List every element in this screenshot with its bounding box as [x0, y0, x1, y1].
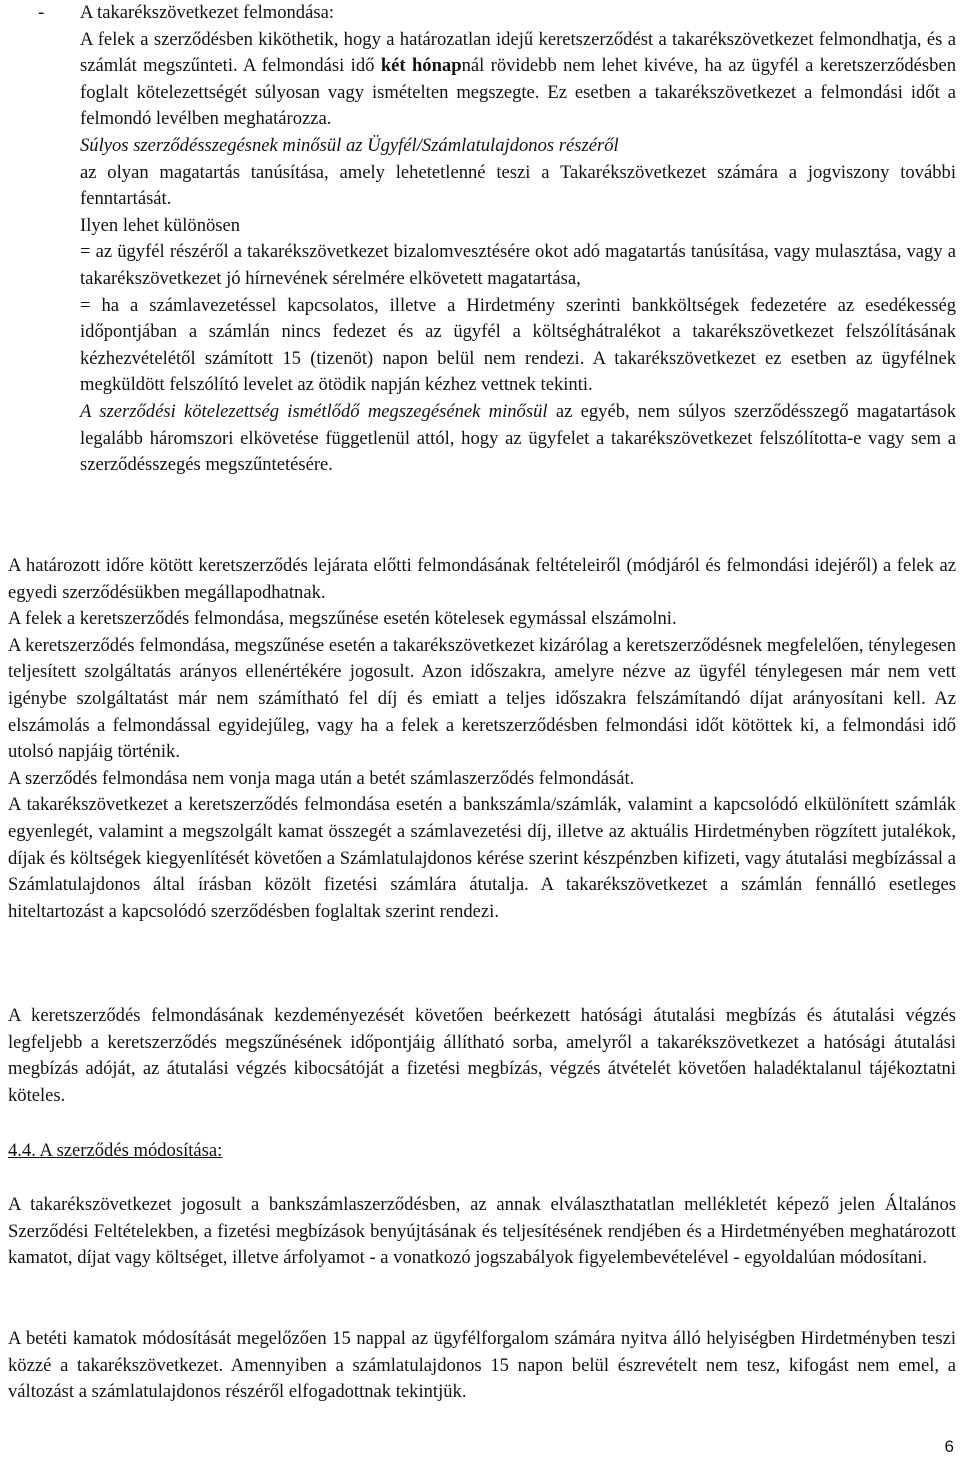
payout-paragraph: A takarékszövetkezet a keretszerződés felmondása esetén a bankszámla/számlák, valamint a kapcsolódó elkülönített számlák egyenlegét, valamint a megszolgált kamat összegét a számlavezetési díj, illetve az aktuális Hirdetményben rögzített jutalékok, díjak és költségek kiegyenlítését követően a Számlatulajdonos kérése szerint készpénzben kifizeti, vagy átutalási megbízással a Számlatulajdonos által írásban közölt fizetési számlára átutalja. A takarékszövetkezet a számlán fennálló esetleges hiteltartozást a kapcsolódó szerződésben foglaltak szerint rendezi. [8, 794, 956, 922]
bullet-unpaid-costs: = ha a számlavezetéssel kapcsolatos, illetve a Hirdetmény szerinti bankköltségek fedezetére az esedékesség időpontjában a számlán nincs fedezet és az ügyfél a költséghátralékot a takarékszövetkezet felszólításának kézhezvételétől számított 15 (tizenöt) napon belül nem rendezi. A takarékszövetkezet ez esetben az ügyfélnek megküldött felszólító levelet az ötödik napján kézhez vettnek tekinti. [80, 294, 956, 396]
list-dash: - [38, 2, 45, 23]
deposit-contract-paragraph: A szerződés felmondása nem vonja maga után a betét számlaszerződés felmondását. [8, 767, 635, 789]
settlement-section [8, 553, 956, 925]
repeated-breach-paragraph: A szerződési kötelezettség ismétlődő megszegésének minősül az egyéb, nem súlyos szerződésszegő magatartások legalább háromszori elkövetése függetlenül attól, hogy az ügyfelet a takarékszövetkezet felszólította-e vagy sem a szerződésszegés megszűntetésére. [80, 400, 957, 476]
serious-breach-lead: Súlyos szerződésszegésnek minősül az Ügyfél/Számlatulajdonos részéről [80, 134, 619, 156]
list-item-body [80, 0, 956, 479]
fixed-term-paragraph: A határozott időre kötött keretszerződés lejárata előtti felmondásának feltételeiről (módjáról és felmondási idejéről) a felek az egyedi szerződésükben megállapodhatnak. [8, 555, 956, 603]
section-4-4-heading-wrap [8, 1138, 956, 1165]
official-transfer-section [8, 1003, 956, 1109]
interest-change-paragraph: A betéti kamatok módosítását megelőzően 15 nappal az ügyfélforgalom számára nyitva álló helyiségben Hirdetményben teszi közzé a takarékszövetkezet. Amennyiben a számlatulajdonos 15 napon belül észrevételt nem tesz, kifogást nem emel, a változást a számlatulajdonos részéről elfogadottnak tekintjük. [8, 1328, 956, 1403]
entitlement-paragraph: A keretszerződés felmondása, megszűnése esetén a takarékszövetkezet kizárólag a keretszerződésnek megfelelően, ténylegesen teljesített szolgáltatás arányos ellenértékére jogosult. Azon időszakra, amelyre nézve az ügyfél ténylegesen már nem vett igénybe szolgáltatást már nem számítható fel díj és emiatt a teljes időszakra felszámítandó díjat arányosítani kell. Az elszámolás a felmondással egyidejűleg, vagy ha a felek a keretszerződésben felmondási időt kötöttek ki, a felmondási idő utolsó napjáig történik. [8, 634, 956, 763]
section-4-4-paragraph-2 [8, 1326, 956, 1406]
termination-paragraph: A felek a szerződésben kiköthetik, hogy a határozatlan idejű keretszerződést a takarékszövetkezet felmondhatja, és a számlát megszűnteti. A felmondási idő két hónapnál rövidebb nem lehet kivéve, ha az ügyfél a keretszerződésben foglalt kötelezettségét súlyosan vagy ismételten megszegte. Ez esetben a takarékszövetkezet a felmondási időt a felmondó levélben meghatározza. [80, 28, 957, 130]
settle-paragraph: A felek a keretszerződés felmondása, megszűnése esetén kötelesek egymással elszámolni. [8, 608, 677, 630]
repeated-breach-lead: A szerződési kötelezettség ismétlődő megszegésének minősül [80, 400, 548, 422]
page-number: 6 [944, 1437, 954, 1456]
item-title: A takarékszövetkezet felmondása: [80, 2, 335, 23]
bullet-trust-loss: = az ügyfél részéről a takarékszövetkezet bizalomvesztésére okot adó magatartás tanúsítása, vagy mulasztása, vagy a takarékszövetkezet jó hírnevének sérelmére elkövetett magatartása, [80, 241, 956, 289]
official-transfer-paragraph: A keretszerződés felmondásának kezdeményezését követően beérkezett hatósági átutalási megbízás és átutalási végzés legfeljebb a keretszerződés megszűnésének időpontjáig állítható sorba, amelyről a takarékszövetkezet a hatósági átutalási megbízás adóját, az átutalási végzés kibocsátóját a fizetési megbízás, végzés átvételét követően haladéktalanul tájékoztatni köteles. [8, 1005, 956, 1106]
especially-label: Ilyen lehet különösen [80, 214, 241, 236]
serious-breach-body: az olyan magatartás tanúsítása, amely lehetetlenné teszi a Takarékszövetkezet számára a jogviszony további fenntartását. [80, 161, 956, 210]
bold-two-months: két hónap [380, 55, 462, 77]
section-heading: 4.4. A szerződés módosítása: [8, 1140, 223, 1161]
section-4-4-paragraph-1 [8, 1192, 956, 1272]
unilateral-modification-paragraph: A takarékszövetkezet jogosult a bankszámlaszerződésben, az annak elválaszthatatlan mellékletét képező jelen Általános Szerződési Feltételekben, a fizetési megbízások benyújtásának és teljesítésének rendjében és a Hirdetményében meghatározott kamatot, díjat vagy költséget, illetve árfolyamot - a vonatkozó jogszabályok figyelembevételével - egyoldalúan módosítani. [8, 1194, 956, 1269]
